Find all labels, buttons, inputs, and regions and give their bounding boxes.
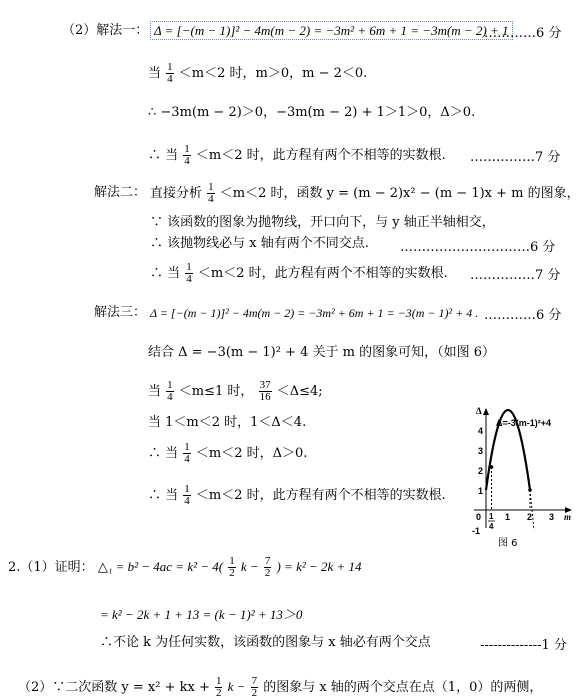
- m-axis-label: m: [564, 512, 572, 522]
- intro-suffix: ＜m＜2 时，函数 y = (m − 2)x² − (m − 1)x + m 的图象，: [219, 186, 580, 201]
- method2-intro: [150, 182, 580, 205]
- conclusion-prefix: ∴ 当: [148, 148, 179, 163]
- method2-because: ∵ 该函数的图象为抛物线，开口向下，与 y 轴正半轴相交，: [150, 215, 495, 230]
- q2-proof-line3: ∴不论 k 为任何实数，该函数的图象与 x 轴必有两个交点: [100, 635, 431, 650]
- origin-label: 0: [476, 512, 482, 522]
- conclusion-prefix: ∴ 当: [150, 266, 181, 281]
- method2-score-7: ……………7 分: [470, 268, 561, 283]
- method3-case1: [148, 380, 323, 403]
- method1-score-7: ……………7 分: [470, 150, 561, 165]
- fraction-quarter: $\frac{1}{4}$: [167, 61, 173, 85]
- method3-conclusion: [148, 484, 446, 507]
- q2-line1-start: △₁ = b² − 4ac = k² − 4(: [97, 559, 224, 574]
- q2-part1-label: 2.（1）证明：: [8, 560, 94, 575]
- q2-part2-prefix: （2）∵二次函数 y = x² + kx +: [18, 680, 210, 695]
- method1-delta-equation: [150, 22, 513, 41]
- point-two: [528, 488, 532, 492]
- c3-suffix: ＜m＜2 时，Δ＞0.: [195, 446, 308, 461]
- method3-label: 解法三：: [94, 305, 147, 320]
- method3-delta-positive: [148, 442, 307, 465]
- q2-part2: [18, 676, 542, 699]
- fraction-seven-half: $\frac{7}{2}$: [264, 555, 271, 579]
- method2-conclusion: [150, 262, 448, 285]
- method3-combine: 结合 Δ = −3(m − 1)² + 4 关于 m 的图象可知，（如图 6）: [148, 345, 496, 360]
- conclusion-prefix: ∴ 当: [148, 488, 179, 503]
- y-tick-2: 2: [478, 466, 484, 476]
- x-tick-1: 1: [505, 512, 511, 522]
- figure-caption: 图 6: [498, 538, 518, 549]
- parabola-graph: [464, 404, 576, 554]
- q2-line1-mid: k −: [240, 559, 259, 574]
- method1-label: （2）解法一：: [62, 23, 149, 38]
- method2-score-6: …………………………6 分: [400, 240, 556, 255]
- q2-proof-line2: = k² − 2k + 1 + 13 = (k − 1)² + 13＞0: [100, 607, 303, 622]
- fraction-quarter: $\frac{1}{4}$: [208, 181, 214, 205]
- cond-suffix: ＜m＜2 时，m＞0，m − 2＜0.: [178, 66, 368, 81]
- x-tick-quarter-num: 1: [489, 512, 494, 521]
- q2-line1-end: ) = k² − 2k + 14: [276, 559, 362, 574]
- fraction-37-16: $\frac{37}{16}$: [259, 379, 271, 403]
- q2-part2-mid: k −: [227, 679, 246, 694]
- fraction-quarter: $\frac{1}{4}$: [167, 379, 173, 403]
- method1-score-6: …………6 分: [484, 26, 562, 41]
- case1-prefix: 当: [148, 384, 162, 399]
- fraction-seven-half: $\frac{7}{2}$: [251, 675, 258, 699]
- method3-case2: 当 1＜m＜2 时，1＜Δ＜4.: [148, 415, 307, 430]
- c3-prefix: ∴ 当: [148, 446, 179, 461]
- fraction-quarter: $\frac{1}{4}$: [184, 143, 190, 167]
- point-quarter: [490, 465, 494, 469]
- method2-must: ∴ 该抛物线必与 x 轴有两个不同交点.: [150, 236, 369, 251]
- conclusion-suffix: ＜m＜2 时，此方程有两个不相等的实数根.: [197, 266, 448, 281]
- method1-condition: [148, 62, 367, 85]
- y-tick-1: 1: [478, 486, 484, 496]
- conclusion-suffix: ＜m＜2 时，此方程有两个不相等的实数根.: [195, 148, 446, 163]
- method3-delta-equation: Δ = [−(m − 1)]² − 4m(m − 2) = −3m² + 6m + 1 = −3(m − 1)² + 4 .: [150, 306, 479, 320]
- delta-equation-box: Δ = [−(m − 1)]² − 4m(m − 2) = −3m² + 6m + 1 = −3m(m − 2) + 1: [150, 21, 513, 40]
- y-tick-3: 3: [478, 446, 484, 456]
- case1-middle: ＜m≤1 时，: [178, 384, 254, 399]
- figure-6-graph: [464, 404, 576, 554]
- delta-axis-arrow: [483, 408, 489, 415]
- x-tick-3: 3: [549, 512, 555, 522]
- intro-prefix: 直接分析: [150, 186, 203, 201]
- fraction-half: $\frac{1}{2}$: [215, 675, 222, 699]
- y-tick-4: 4: [478, 426, 484, 436]
- conclusion-suffix: ＜m＜2 时，此方程有两个不相等的实数根.: [195, 488, 446, 503]
- fraction-quarter: $\frac{1}{4}$: [184, 483, 190, 507]
- q2-score-1: --------------1 分: [480, 638, 567, 653]
- fraction-half: $\frac{1}{2}$: [229, 555, 235, 579]
- cond-prefix: 当: [148, 66, 162, 81]
- fraction-quarter: $\frac{1}{4}$: [186, 261, 192, 285]
- method2-label: 解法二：: [94, 185, 147, 200]
- method1-conclusion: [148, 144, 446, 167]
- fraction-quarter: $\frac{1}{4}$: [184, 441, 190, 465]
- x-tick-quarter-den: 4: [489, 522, 494, 531]
- method3-score-6: …………6 分: [484, 308, 562, 323]
- y-tick-neg1: -1: [472, 526, 481, 536]
- q2-proof-line1: [8, 556, 362, 579]
- x-tick-2: 2: [527, 512, 533, 522]
- method1-therefore: ∴ −3m(m − 2)＞0，−3m(m − 2) + 1＞1＞0，Δ＞0.: [148, 105, 476, 120]
- curve-equation-label: Δ=-3(m-1)²+4: [496, 418, 551, 428]
- case1-suffix: ＜Δ≤4;: [276, 384, 323, 399]
- q2-part2-suffix: 的图象与 x 轴的两个交点在点（1，0）的两侧，: [263, 680, 543, 695]
- delta-axis-label: Δ: [476, 406, 482, 416]
